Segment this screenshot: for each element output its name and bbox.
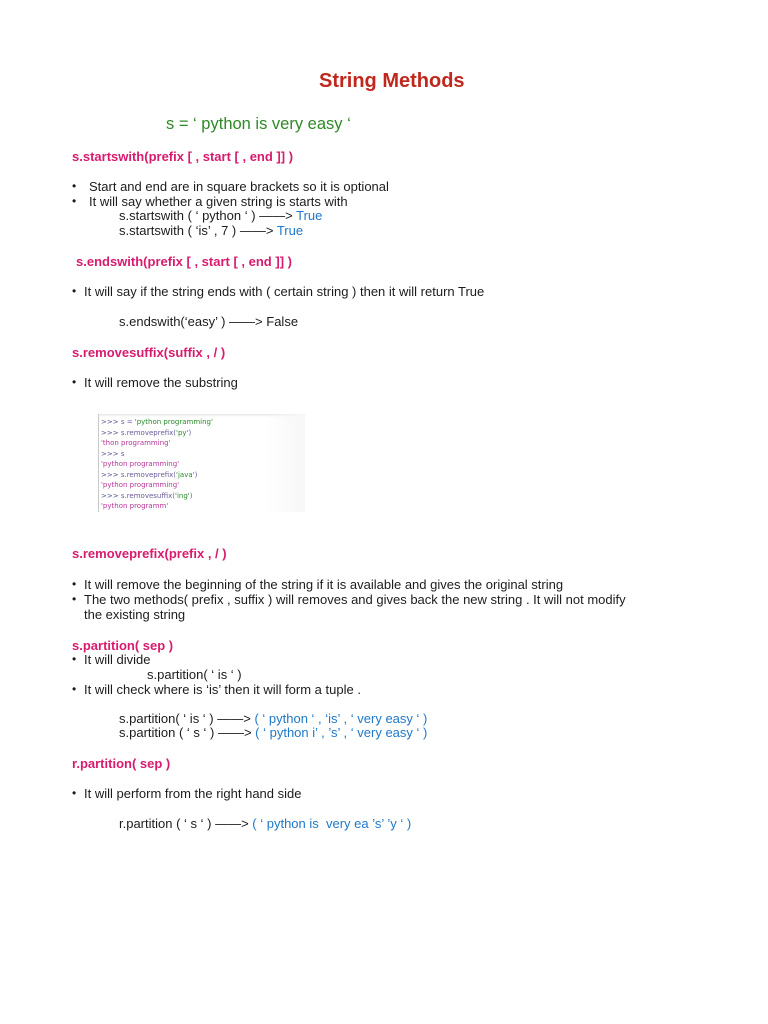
example-code: s.partition ( ‘ s ‘ ) ——>	[119, 725, 256, 740]
bullet-icon: •	[72, 682, 77, 696]
removeprefix-bullet-2-cont: the existing string	[84, 607, 186, 622]
example-code: s.startswith ( ‘ python ‘ ) ——>	[119, 208, 297, 223]
rpartition-bullet: It will perform from the right hand side	[84, 786, 302, 801]
bullet-icon: •	[72, 652, 77, 666]
endswith-heading: s.endswith(prefix [ , start [ , end ]] )	[76, 254, 292, 269]
partition-bullet-1: It will divide	[84, 652, 151, 667]
bullet-icon: •	[72, 592, 77, 606]
example-result: True	[296, 208, 323, 223]
example-code: s.partition( ‘ is ‘ ) ——>	[119, 711, 255, 726]
startswith-bullet-2: It will say whether a given string is starts with	[89, 194, 348, 209]
shell-output: 'python programming'	[101, 481, 180, 489]
example-result: ( ‘ python ‘ , ‘is’ , ‘ very easy ‘ )	[254, 711, 428, 726]
shell-output: 'python programming'	[101, 460, 180, 468]
startswith-heading: s.startswith(prefix [ , start [ , end ]] )	[72, 149, 294, 164]
endswith-example: s.endswith(‘easy’ ) ——> False	[119, 314, 299, 329]
bullet-icon: •	[72, 786, 77, 800]
example-result: ( ‘ python is very ea ’s’ ’y ‘ )	[252, 816, 412, 831]
startswith-bullet-1: Start and end are in square brackets so it is optional	[89, 179, 389, 194]
shell-line: >>> s	[101, 449, 125, 458]
example-code: s.startswith ( ‘is’ , 7 ) ——>	[119, 223, 277, 238]
example-result: ( ‘ python i’ , ’s’ , ‘ very easy ‘ )	[255, 725, 428, 740]
rpartition-example	[119, 817, 411, 830]
variable-assignment: s = ‘ python is very easy ‘	[166, 115, 351, 133]
partition-bullet-2: It will check where is ‘is’ then it will form a tuple .	[84, 682, 361, 697]
python-shell-screenshot	[98, 414, 305, 512]
bullet-icon: •	[72, 179, 77, 193]
bullet-icon: •	[72, 194, 77, 208]
removeprefix-bullet-1: It will remove the beginning of the string if it is available and gives the original string	[84, 577, 564, 592]
startswith-example-2	[119, 224, 303, 237]
shell-line: >>> s.removesuffix('ing')	[101, 491, 193, 500]
shell-output: 'thon programming'	[101, 439, 171, 447]
shell-line: >>> s.removeprefix('py')	[101, 428, 192, 437]
removesuffix-bullet: It will remove the substring	[84, 375, 238, 390]
bullet-icon: •	[72, 577, 77, 591]
partition-example-2	[119, 726, 427, 739]
startswith-example-1	[119, 209, 322, 222]
rpartition-heading: r.partition( sep )	[72, 756, 171, 771]
page-title: String Methods	[319, 70, 465, 92]
example-code: r.partition ( ‘ s ‘ ) ——>	[119, 816, 253, 831]
endswith-bullet: It will say if the string ends with ( certain string ) then it will return True	[84, 284, 485, 299]
shell-output: 'python programm'	[101, 502, 169, 510]
screenshot-right-edge	[265, 414, 305, 512]
partition-heading: s.partition( sep )	[72, 638, 174, 653]
example-result: True	[276, 223, 304, 238]
removeprefix-bullet-2: The two methods( prefix , suffix ) will removes and gives back the new string . It will not modify	[84, 592, 626, 607]
partition-example-1	[119, 712, 427, 725]
shell-line: >>> s.removeprefix('java')	[101, 470, 198, 479]
removeprefix-heading: s.removeprefix(prefix , / )	[72, 546, 227, 561]
removesuffix-heading: s.removesuffix(suffix , / )	[72, 345, 226, 360]
shell-line: >>> s = 'python programming'	[101, 418, 213, 426]
bullet-icon: •	[72, 284, 77, 298]
partition-bullet-1-example: s.partition( ‘ is ‘ )	[147, 667, 242, 682]
bullet-icon: •	[72, 375, 77, 389]
